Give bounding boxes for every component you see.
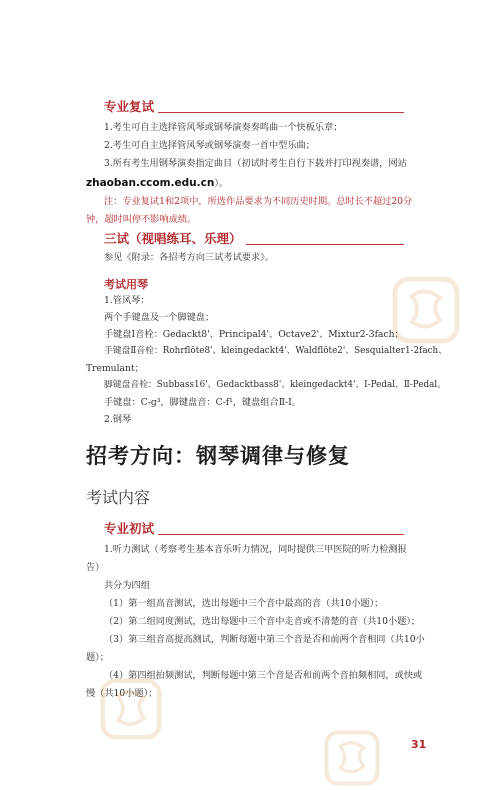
prelim-line: 共分为四组 bbox=[104, 580, 150, 591]
page-title: 招考方向：钢琴调律与修复 bbox=[86, 444, 350, 468]
retest-note-line1: 注：专业复试1和2项中，所选作品要求为不同历史时期。总时长不超过20分 bbox=[104, 196, 413, 207]
instrument-line: Tremulant； bbox=[86, 363, 144, 374]
third-text: 参见《附录：各招考方向三试考试要求》。 bbox=[104, 252, 274, 263]
section-title: 三试（视唱练耳、乐理） bbox=[104, 231, 246, 246]
retest-item-1: 1.考生可自主选择管风琴或钢琴演奏奏鸣曲一个快板乐章； bbox=[104, 122, 343, 133]
section-heading-prelim bbox=[104, 518, 404, 537]
website-suffix: ）。 bbox=[214, 178, 229, 189]
prelim-line: （4）第四组拍频测试，判断每题中第三个音是否和前两个音拍频相同，或快或 bbox=[104, 670, 423, 681]
prelim-line: 告） bbox=[86, 562, 105, 573]
instrument-line: 1.管风琴： bbox=[104, 295, 150, 306]
instrument-line: 手键盘Ⅱ音栓：Rohrflöte8'、kleingedackt4'、Waldflöte2'、Sesquialter1-2fach、 bbox=[104, 346, 448, 356]
instrument-heading: 考试用琴 bbox=[104, 278, 148, 291]
page-subtitle: 考试内容 bbox=[86, 488, 151, 507]
prelim-line: 1.听力测试（考察考生基本音乐听力情况，同时提供三甲医院的听力检测报 bbox=[104, 544, 407, 555]
section-heading-third bbox=[104, 228, 404, 247]
watermark-seal-icon bbox=[324, 730, 380, 786]
prelim-line: 题）； bbox=[86, 652, 109, 663]
retest-item-3: 3.所有考生用钢琴演奏指定曲目（初试时考生自行下载并打印视奏谱，网站 bbox=[104, 158, 407, 169]
website-text: zhaoban.ccom.edu.cn bbox=[86, 177, 215, 189]
prelim-line: （2）第二组同度测试，选出每题中三个音中走音或不清楚的音（共10小题）； bbox=[104, 616, 421, 627]
instrument-line: 脚键盘音栓：Subbass16'、Gedacktbass8'、kleingedackt4'、Ⅰ-Pedal、Ⅱ-Pedal。 bbox=[104, 380, 447, 390]
instrument-line: 手键盘Ⅰ音栓：Gedackt8'、Principal4'、Octave2'、Mixtur2-3fach； bbox=[104, 329, 404, 340]
section-heading-retest bbox=[104, 96, 404, 115]
retest-note-line2: 钟，超时叫停不影响成绩。 bbox=[86, 214, 197, 225]
instrument-line: 手键盘：C-g³，脚键盘音：C-f¹，键盘组合Ⅱ-Ⅰ。 bbox=[104, 397, 301, 408]
prelim-line: 慢（共10小题）； bbox=[86, 688, 158, 699]
instrument-line: 2.钢琴 bbox=[104, 414, 132, 425]
section-title: 专业初试 bbox=[104, 521, 158, 536]
prelim-line: （1）第一组高音测试，选出每题中三个音中最高的音（共10小题）； bbox=[104, 598, 384, 609]
prelim-line: （3）第三组音高提高测试，判断每题中第三个音是否和前两个音相同（共10小 bbox=[104, 634, 425, 645]
section-title: 专业复试 bbox=[104, 99, 158, 114]
retest-item-2: 2.考生可自主选择管风琴或钢琴演奏一首中型乐曲； bbox=[104, 140, 315, 151]
page-number: 31 bbox=[411, 738, 427, 751]
instrument-line: 两个手键盘及一个脚键盘； bbox=[104, 312, 215, 323]
website-link[interactable] bbox=[86, 175, 228, 189]
